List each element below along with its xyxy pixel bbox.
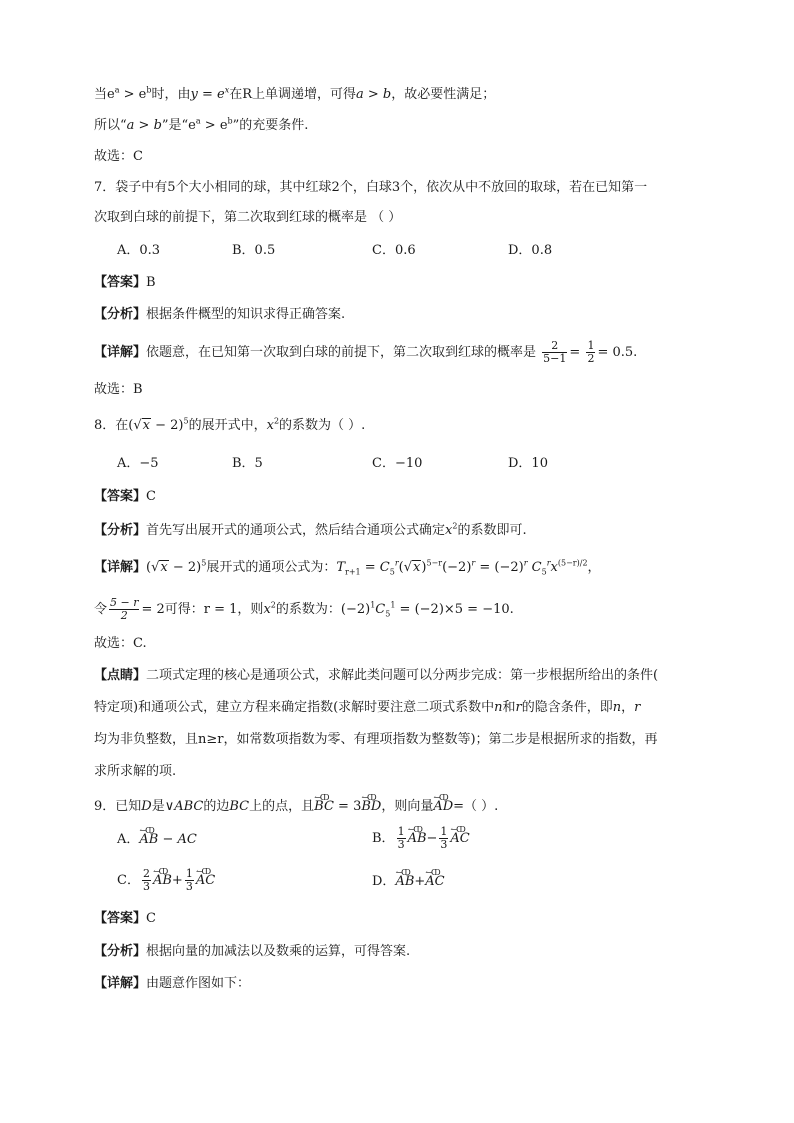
q8-detail-2: 令 $\frac{5 - r}{2}$ = 2可得：r = 1，则$x^2$的系数为：$(-2)^1C_5^1 = (-2)\times 5 = -10$. xyxy=(94,596,514,622)
q8-option-a: A．−5 xyxy=(117,456,159,471)
q9-detail: 【详解】由题意作图如下： xyxy=(94,976,251,991)
q8-option-b: B．5 xyxy=(232,456,263,471)
fraction: $\frac{1}{3}$ xyxy=(440,825,448,851)
fraction: $\frac{1}{3}$ xyxy=(185,867,193,893)
q8-option-c: C．−10 xyxy=(372,456,423,471)
text-line-2: 所以“a > b”是“$e^a > e^b$”的充要条件. xyxy=(94,116,309,133)
fraction: $\frac{1}{3}$ xyxy=(397,825,405,851)
fraction: $\frac{1}{2}$ xyxy=(587,339,595,365)
q9-option-d: D．↼ↀ AB+↼ↀ AC xyxy=(372,872,445,892)
q8-choose: 故选：C. xyxy=(94,636,147,651)
q7-option-c: C．0.6 xyxy=(372,243,416,258)
fraction: $\frac{2}{3}$ xyxy=(142,867,150,893)
text-line-1: 当$e^a > e^b$时，由$y = e^x$在R上单调递增，可得a > b，故必要性满足； xyxy=(94,85,496,102)
q8-detail: 【详解】$(√x - 2)^5$展开式的通项公式为：$T_{r+1} = C_5^r(√x)^{5-r}(-2)^r = (-2)^r$ $C_5^rx^{(5-r)/2}$， xyxy=(94,558,601,577)
q7-option-d: D．0.8 xyxy=(508,243,553,258)
q8-analysis: 【分析】首先写出展开式的通项公式，然后结合通项公式确定$x^2$的系数即可. xyxy=(94,521,527,538)
q8-answer: 【答案】C xyxy=(94,489,156,504)
q7-option-a: A．0.3 xyxy=(117,243,161,258)
q8-option-d: D．10 xyxy=(508,456,548,471)
q8-note-2: 特定项)和通项公式，建立方程来确定指数(求解时要注意二项式系数中n和r的隐含条件，即n，r xyxy=(94,700,641,715)
q8-stem: 8．在$(√x - 2)^5$的展开式中，$x^2$的系数为（ ）. xyxy=(94,416,366,433)
q7-detail: 【详解】依题意，在已知第一次取到白球的前提下，第二次取到红球的概率是 $\frac{2}{5-1}$ = $\frac{1}{2}$ = 0.5. xyxy=(94,339,638,365)
q8-note-3: 均为非负整数，且n≥r，如常数项指数为零、有理项指数为整数等)；第二步是根据所求的指数，再 xyxy=(94,732,658,747)
q8-note-1: 【点睛】二项式定理的核心是通项公式，求解此类问题可以分两步完成：第一步根据所给出的条件( xyxy=(94,668,659,683)
fraction: $\frac{5 - r}{2}$ xyxy=(110,596,139,622)
q9-stem: 9．已知D是∨ABC的边BC上的点，且↼ↀ BC = 3↼ↀ BD，则向量↼ↀ AD=（ ）. xyxy=(94,797,498,817)
q7-answer: 【答案】B xyxy=(94,275,156,290)
q8-note-4: 求所求解的项. xyxy=(94,764,177,779)
choose-line-6: 故选：C xyxy=(94,149,143,164)
q9-option-c: C． $\frac{2}{3}$ ↼ↀ AB+ $\frac{1}{3}$ ↼ↀ AC xyxy=(117,868,215,893)
q7-stem-2: 次取到白球的前提下，第二次取到红球的概率是 （ ） xyxy=(94,210,402,225)
q9-option-a: A．↼ↀ AB − AC xyxy=(117,830,197,850)
q7-stem-1: 7．袋子中有5个大小相同的球，其中红球2个，白球3个，依次从中不放回的取球，若在已知第一 xyxy=(94,180,648,195)
fraction: $\frac{2}{5-1}$ xyxy=(543,339,567,365)
q9-analysis: 【分析】根据向量的加减法以及数乘的运算，可得答案. xyxy=(94,944,411,959)
q7-choose: 故选：B xyxy=(94,382,143,397)
q7-option-b: B．0.5 xyxy=(232,243,276,258)
q9-option-b: B． $\frac{1}{3}$ ↼ↀ AB− $\frac{1}{3}$ ↼ↀ AC xyxy=(372,826,470,851)
q9-answer: 【答案】C xyxy=(94,911,156,926)
q7-analysis: 【分析】根据条件概型的知识求得正确答案. xyxy=(94,307,346,322)
